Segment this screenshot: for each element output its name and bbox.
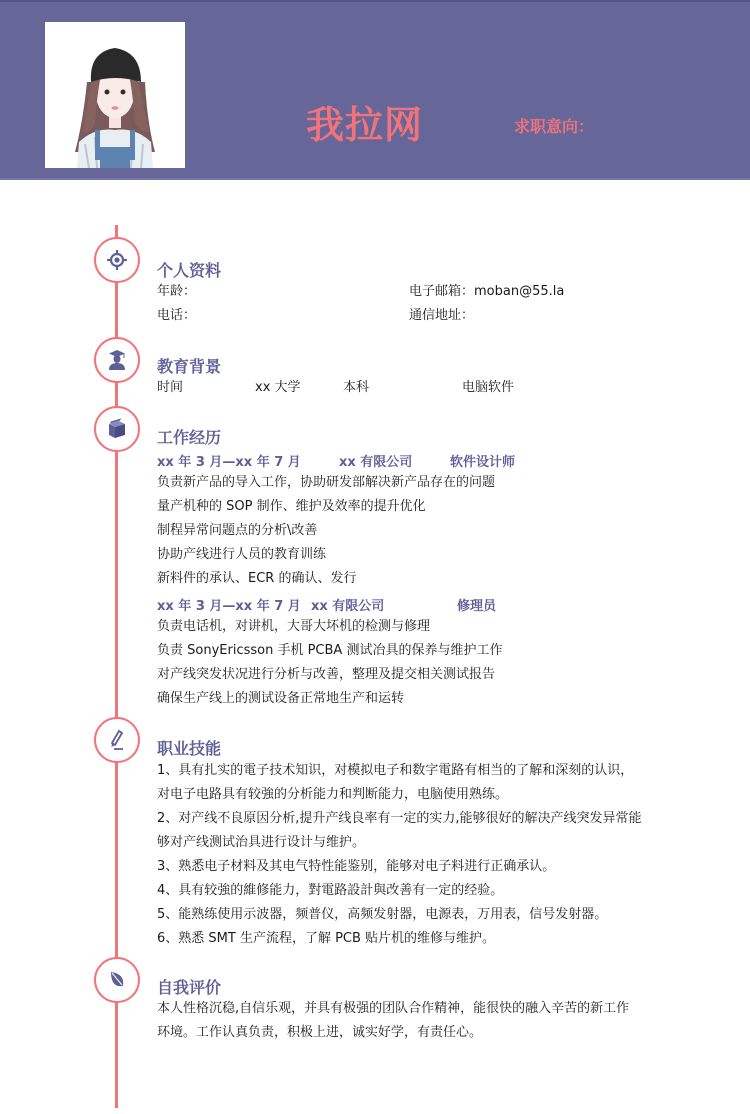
job1-duty: 量产机种的 SOP 制作、维护及效率的提升优化 xyxy=(157,499,426,514)
leaf-icon xyxy=(105,968,129,992)
profile-photo xyxy=(45,22,185,168)
edu-major: 电脑软件 xyxy=(462,380,515,395)
avatar-illustration xyxy=(45,22,185,168)
job2-duty: 对产线突发状况进行分析与改善，整理及提交相关测试报告 xyxy=(157,667,496,682)
skills-node xyxy=(94,717,140,763)
section-title-self-eval: 自我评价 xyxy=(157,978,222,997)
section-title-skills: 职业技能 xyxy=(157,739,222,758)
education-node xyxy=(94,337,140,383)
candidate-name: 我拉网 xyxy=(306,103,424,147)
address-field: 通信地址： xyxy=(409,308,475,323)
job-intent-label: 求职意向： xyxy=(514,117,595,136)
skill-line: 5、能熟练使用示波器，频普仪，高频发射器，电源表，万用表，信号发射器。 xyxy=(157,907,608,922)
skill-line: 2、对产线不良原因分析,提升产线良率有一定的实力,能够很好的解决产线突发异常能 xyxy=(157,811,642,826)
self-eval-line: 环境。工作认真负责，积极上进，诚实好学，有责任心。 xyxy=(157,1025,483,1040)
job1-position: 软件设计师 xyxy=(450,455,516,470)
section-title-work: 工作经历 xyxy=(157,428,222,447)
target-icon xyxy=(105,248,129,272)
job2-position: 修理员 xyxy=(457,599,497,614)
job1-duty: 新料件的承认、ECR 的确认、发行 xyxy=(157,571,357,586)
job1-duty: 协助产线进行人员的教育训练 xyxy=(157,547,327,562)
job1-period: xx 年 3 月—xx 年 7 月 xyxy=(157,455,301,470)
edu-school: xx 大学 xyxy=(255,380,301,395)
work-node xyxy=(94,406,140,452)
skill-line: 对电子电路具有较強的分析能力和判断能力，电脑使用熟练。 xyxy=(157,787,509,802)
job1-duty: 制程异常问题点的分析\改善 xyxy=(157,523,318,538)
section-title-education: 教育背景 xyxy=(157,357,222,376)
job1-duty: 负责新产品的导入工作，协助研发部解决新产品存在的问题 xyxy=(157,475,496,490)
resume-header xyxy=(0,0,750,180)
job2-duty: 负责电话机，对讲机，大哥大坏机的检测与修理 xyxy=(157,619,431,634)
job2-duty: 确保生产线上的测试设备正常地生产和运转 xyxy=(157,691,405,706)
skill-line: 3、熟悉电子材料及其电气特性能鉴别，能够对电子料进行正确承认。 xyxy=(157,859,556,874)
self-eval-line: 本人性格沉稳,自信乐观，并具有极强的团队合作精神，能很快的融入辛苦的新工作 xyxy=(157,1001,630,1016)
pencil-icon xyxy=(105,728,129,752)
job1-company: xx 有限公司 xyxy=(339,455,413,470)
self-eval-node xyxy=(94,957,140,1003)
phone-field: 电话： xyxy=(157,308,197,323)
skill-line: 够对产线测试治具进行设计与维护。 xyxy=(157,835,366,850)
skill-line: 1、具有扎实的電子技术知识，对模拟电子和数字電路有相当的了解和深刻的认识， xyxy=(157,763,634,778)
job2-company: xx 有限公司 xyxy=(311,599,385,614)
books-icon xyxy=(105,417,129,441)
personal-node xyxy=(94,237,140,283)
age-field: 年龄： xyxy=(157,284,197,299)
graduate-icon xyxy=(105,348,129,372)
edu-degree: 本科 xyxy=(343,380,370,395)
skill-line: 6、熟悉 SMT 生产流程，了解 PCB 贴片机的维修与维护。 xyxy=(157,931,496,946)
edu-time: 时间 xyxy=(157,380,184,395)
job2-period: xx 年 3 月—xx 年 7 月 xyxy=(157,599,301,614)
skill-line: 4、具有较強的維修能力，對電路設計與改善有一定的经验。 xyxy=(157,883,504,898)
section-title-personal: 个人资料 xyxy=(157,261,222,280)
email-field: 电子邮箱：moban@55.la xyxy=(409,284,565,299)
job2-duty: 负责 SonyEricsson 手机 PCBA 测试冶具的保养与维护工作 xyxy=(157,643,503,658)
